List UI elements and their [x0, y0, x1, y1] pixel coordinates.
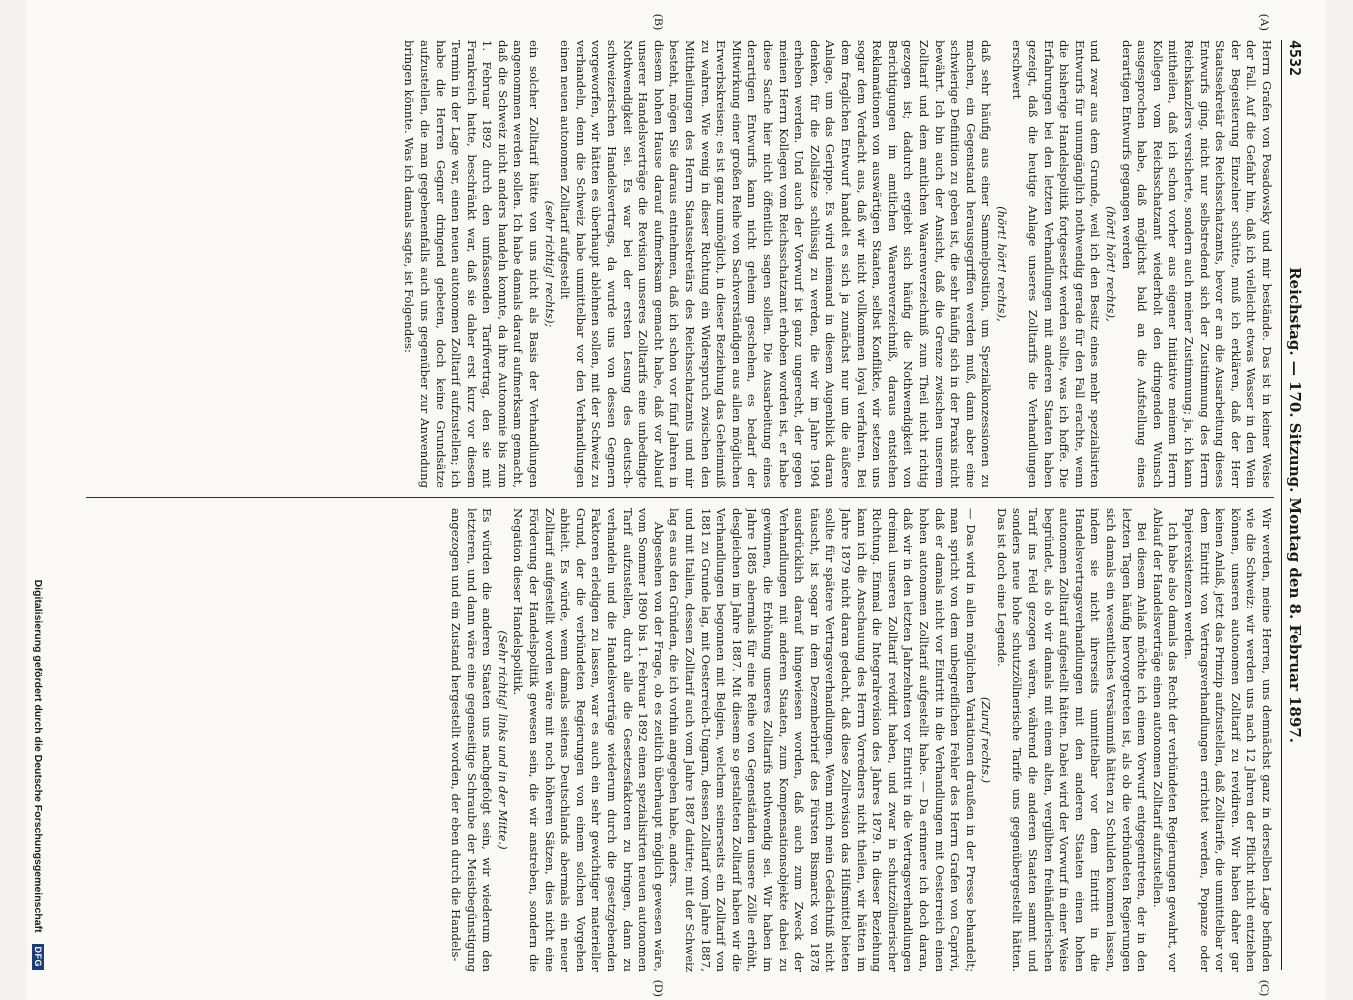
text-column-left	[66, 40, 1274, 488]
paragraph: Ich habe also damals das Recht der verbündeten Regierungen gewahrt, vor Ablauf der Handelsverträge einen autonomen Zolltarif aufzustellen.	[1150, 508, 1181, 972]
running-head	[1281, 40, 1308, 970]
paragraph: daß sehr häufig aus einer Sammelposition, um Spezialkonzessionen zu machen, ein Gegenstand herausgegriffen werden muß, dann aber eine schwierige Definition zu geben ist, die sehr häufig sich in der Praxis nicht bewährt. Ich bin auch der Ansicht, daß die Grenze zwischen unserem Zolltarif und dem amtlichen Waarenverzeichniß zum Theil nicht richtig gezogen ist; dadurch ergiebt sich häufig die Nothwendigkeit von Berichtigungen im amtlichen Waarenverzeichniß, daraus entstehen Reklamationen von auswärtigen Staaten, selbst Konflikte, wir setzen uns sogar dem Verdacht aus, daß wir nicht vollkommen loyal verfahren. Bei dem fraglichen Entwurf handelt es sich ja zunächst nur um die äußere Anlage, um das Gerippe. Es wird niemand in diesem Augenblick daran denken, für die Zollsätze schlüssig zu werden, die wir im Jahre 1904 erheben werden. Und auch der Vorwurf ist ganz ungerecht, der gegen meinen Herrn Kollegen vom Reichsschatzamt erhoben worden ist, er habe diese Sache hier nicht öffentlich sagen sollen. Die Ausarbeitung eines derartigen Entwurfs kann nicht geheim geschehen, es bedarf der Mitwirkung einer großen Reihe von Sachverständigen aus allen möglichen Erwerbskreisen; es ist ganz unmöglich, in dieser Beziehung das Geheimniß zu wahren. Wie wenig in dieser Richtung ein Widerspruch zwischen den Mittheilungen des Herrn Staatssekretärs des Reichsschatzamts und mir besteht, mögen Sie daraus entnehmen, daß ich schon vor fünf Jahren in diesem hohen Hause darauf aufmerksam gemacht habe, daß vor Ablauf unserer Handelsverträge die Revision unseres Zolltarifs eine unbedingte Nothwendigkeit sei. Es war bei der ersten Lesung des deutsch-schweizerischen Handelsvertrags, da wurde uns von dessen Gegnern vorgeworfen, wir hätten es überhaupt ablehnen sollen, mit der Schweiz zu verhandeln, denn die Schweiz habe unmittelbar vor den Verhandlungen einen neuen autonomen Zolltarif aufgestellt	[558, 40, 994, 488]
interjection: (hört! hört! rechts),	[1104, 206, 1119, 322]
page-number: 4532	[1286, 40, 1304, 77]
paragraph: Herrn Grafen von Posadowsky und mir bestände. Das ist in keiner Weise der Fall. Auf die Gefahr hin, daß ich vielleicht etwas Wasser in den Wein der Begeisterung Einzelner schütte, muß ich erklären, daß der Herr Staatssekretär des Reichsschatzamts, bevor er an die Ausarbeitung dieses Entwurfs ging, nicht nur selbstredend sich der Zustimmung des Herrn Reichskanzlers versicherte, sondern auch meiner Zustimmung; ja, ich kann mittheilen, daß ich schon vorher aus eigener Initiative meinem Herrn Kollegen vom Reichsschatzamt wiederholt den dringenden Wunsch ausgesprochen habe, daß möglichst bald an die Aufstellung eines derartigen Entwurfs gegangen werden	[1119, 40, 1274, 488]
interjection: (Zuruf rechts.)	[979, 696, 994, 784]
running-head-title: Reichstag. — 170. Sitzung. Montag den 8. Februar 1897.	[1286, 267, 1304, 743]
margin-marker-b: (B)	[652, 14, 666, 30]
margin-marker-d: (D)	[652, 980, 666, 997]
text-column-right	[66, 508, 1274, 972]
paragraph: Bei diesem Anlaß möchte ich einem Vorwurf entgegentreten, der in den letzten Tagen häufig hervorgetreten ist, als ob die verbündeten Regierungen sich damals ein wesentliches Versäumniß hätten zu Schulden kommen lassen, indem sie nicht ihrerseits unmittelbar vor dem Eintritt in die Handelsvertragsverhandlungen mit den anderen Staaten einen hohen autonomen Zolltarif aufgestellt hätten. Dabei wird der Vorwurf in einer Weise begründet, als ob wir damals mit einem alten, vergilbten freihändlerischen Tarif ins Feld gezogen wären, während die anderen Staaten sammt und sonders neue hohe schutzzöllnerische Tarife uns gegenübergestellt hätten. Das ist doch eine Legende.	[994, 508, 1150, 972]
paragraph: Abgesehen von der Frage, ob es zeitlich überhaupt möglich gewesen wäre, vom Sommer 1890 bis 1. Februar 1892 einen spezialisirten neuen autonomen Tarif aufzustellen, durch alle die Gesetzesfaktoren zu bringen, dann zu verhandeln und die Handelsverträge wiederum durch die gesetzgebenden Faktoren erledigen zu lassen, war es auch ein sehr gewichtiger materieller Grund, der die verbündeten Regierungen von einem solchen Vorgehen abhielt. Es würde, wenn damals seitens Deutschlands abermals ein neuer Zolltarif aufgestellt worden wäre mit noch höheren Sätzen, dies nicht eine Förderung der Handelspolitik gewesen sein, die wir anstreben, sondern die Negation dieser Handelspolitik.	[511, 508, 666, 972]
paragraph: und zwar aus dem Grunde, weil ich den Besitz eines mehr spezialisirten Entwurfs für unumgänglich nothwendig gerade für den Fall erachte, wenn die bisherige Handelspolitik fortgesetzt werden sollte, was ich hoffe. Die Erfahrungen bei den letzten Verhandlungen mit anderen Staaten haben gezeigt, daß die heutige Anlage unseres Zolltarifs die Verhandlungen erschwert	[1010, 40, 1103, 488]
column-divider	[86, 497, 1274, 498]
interjection: (Sehr richtig! links und in der Mitte.)	[495, 630, 510, 850]
paragraph: Es würden die anderen Staaten uns nachgefolgt sein, wir wiederum den letzteren, und dann wäre eine gegenseitige Schraube der Meistbegünstigung angezogen und ein Zustand hergestellt worden, der eben durch die Handels-	[449, 508, 495, 972]
digitization-footer	[32, 40, 44, 970]
quotation-paragraph: Wir werden, meine Herren, uns demnächst ganz in derselben Lage befinden wie die Schweiz: wir werden uns nach 12 Jahren der Pflicht nicht entziehen können, unseren autonomen Zolltarif zu revidiren. Wir haben daher gar keinen Anlaß, jetzt das Prinzip aufzustellen, daß Zolltarife, die unmittelbar vor dem Eintritt von Vertragsverhandlungen errichtet werden, Popanze oder Papierexistenzen werden.	[1182, 508, 1274, 972]
margin-marker-a: (A)	[1258, 14, 1272, 31]
margin-marker-c: (C)	[1258, 980, 1272, 996]
paragraph: ein solcher Zolltarif hätte von uns nicht als Basis der Verhandlungen angenommen werden sollen. Ich habe damals darauf aufmerksam gemacht, daß die Schweiz nicht anders handeln konnte, da ihre Autonomie bis zum 1. Februar 1892 durch den umfassenden Tarifvertrag, den sie mit Frankreich hatte, beschränkt war, daß sie daher erst kurz vor diesem Termin in der Lage war, einen neuen autonomen Zolltarif aufzustellen; ich habe die Herren Gegner dringend gebeten, doch keine Grundsätze aufzustellen, die man gegebenenfalls auch uns gegenüber zur Anwendung bringen könnte. Was ich damals sagte, ist Folgendes:	[402, 40, 542, 488]
paragraph: — Das wird in allen möglichen Variationen draußen in der Presse behandelt; man spricht von dem unbegreiflichen Fehler des Herrn Grafen von Caprivi, daß er damals nicht vor Eintritt in die Verhandlungen mit Oesterreich einen hohen autonomen Zolltarif aufgestellt habe. — Da erinnere ich doch daran, daß wir in den letzten Jahrzehnten vor Eintritt in die Vertragsverhandlungen dreimal unseren Zolltarif revidirt haben, und zwar in schutzzöllnerischer Richtung. Einmal die Integralrevision des Jahres 1879. In dieser Beziehung kann ich die Anschauung des Herrn Vorredners nicht theilen, wir hätten im Jahre 1879 nicht daran gedacht, daß diese Zollrevision das Hilfsmittel bieten sollte für spätere Vertragsverhandlungen. Wenn mich mein Gedächtniß nicht täuscht, ist sogar in dem Dezemberbrief des Fürsten Bismarck von 1878 ausdrücklich darauf hingewiesen worden, daß auch zum Zweck der Verhandlungen mit anderen Staaten, zum Kompensationsobjekte dabei zu gewinnen, die Erhöhung unseres Zolltarifs nothwendig sei. Wir haben im Jahre 1885 abermals für eine Reihe von Gegenständen unsere Zölle erhöht, desgleichen im Jahre 1887. Mit diesem so gestalteten Zolltarif haben wir die Verhandlungen begonnen mit Belgien, welchem seinerseits ein Zolltarif von 1881 zu Grunde lag, mit Oesterreich-Ungarn, dessen Zolltarif vom Jahre 1887, und mit Italien, dessen Zolltarif auch vom Jahre 1887 datirte; mit der Schweiz lag es aus den Gründen, die ich vorhin angegeben habe, anders.	[667, 508, 978, 972]
document-page	[26, 0, 1326, 1000]
dfg-logo: DFG	[32, 944, 44, 971]
footer-credit: Digitalisierung gefördert durch die Deutsche Forschungsgemeinschaft	[32, 579, 44, 933]
interjection: (sehr richtig! rechts);	[542, 200, 557, 328]
interjection: (hört! hört! rechts),	[994, 206, 1009, 322]
